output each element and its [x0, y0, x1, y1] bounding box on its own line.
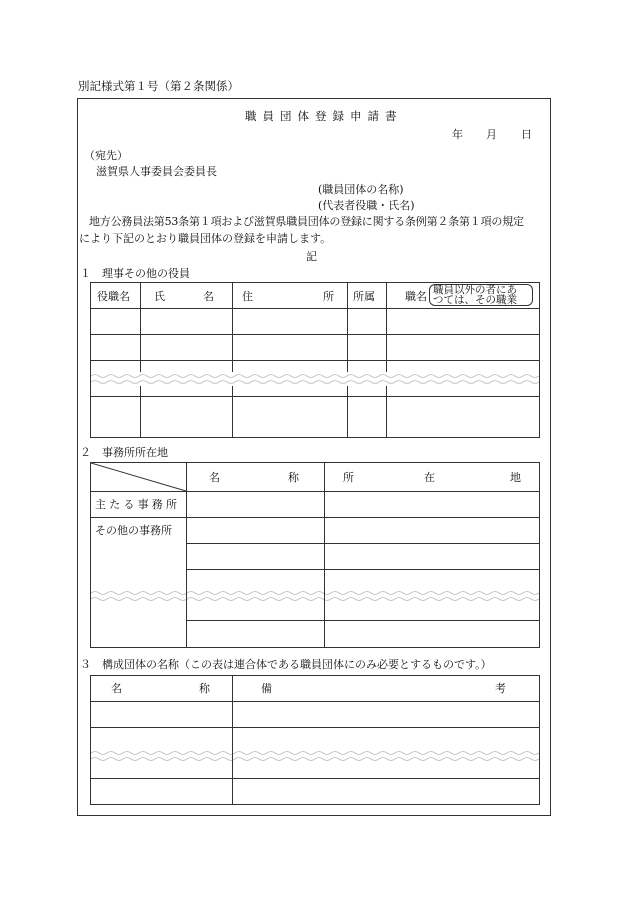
diagonal-line [91, 463, 187, 492]
table-break [91, 749, 539, 763]
representative-label: (代表者役職・氏名) [318, 199, 415, 212]
date-year: 年 [452, 128, 463, 141]
header-affiliation: 所属 [353, 290, 375, 303]
table-break [91, 589, 539, 603]
occupation-note [429, 284, 533, 306]
header-name-1: 氏 [154, 290, 165, 303]
header-location-2: 在 [424, 471, 435, 484]
header-address-1: 住 [242, 290, 253, 303]
addressee: 滋賀県人事委員会委員長 [96, 165, 217, 178]
date-day: 日 [521, 128, 532, 141]
office-table [90, 462, 540, 648]
header-office-name-1: 名 [209, 471, 220, 484]
addressee-label: （宛先） [84, 149, 128, 162]
table-break [91, 372, 539, 386]
header-remarks-1: 備 [261, 682, 272, 695]
form-title: 職員団体登録申請書 [245, 109, 403, 123]
date-month: 月 [486, 128, 497, 141]
section3-heading: ３ 構成団体の名称（この表は連合体である職員団体にのみ必要とするものです。） [80, 658, 492, 671]
row-other-office: その他の事務所 [95, 524, 172, 537]
body-line-2: により下記のとおり職員団体の登録を申請します。 [79, 232, 332, 245]
section1-heading: １ 理事その他の役員 [80, 267, 190, 280]
header-location-1: 所 [343, 471, 354, 484]
header-role: 役職名 [97, 290, 130, 303]
header-address-2: 所 [323, 290, 334, 303]
ki-label: 記 [306, 250, 317, 263]
row-main-office: 主たる事務所 [95, 498, 181, 511]
header-office-name-2: 称 [288, 471, 299, 484]
section2-heading: ２ 事務所所在地 [80, 446, 168, 459]
header-member-name-1: 名 [111, 682, 122, 695]
header-remarks-2: 考 [495, 682, 506, 695]
officers-table [90, 282, 540, 438]
header-member-name-2: 称 [199, 682, 210, 695]
header-position: 職名 [405, 290, 427, 303]
member-org-table [90, 675, 540, 805]
header-location-3: 地 [510, 471, 521, 484]
occupation-note-line2: つては、その職業 [433, 294, 517, 306]
body-line-1: 地方公務員法第53条第１項および滋賀県職員団体の登録に関する条例第２条第１項の規定 [89, 215, 524, 228]
occupation-note-line1: 職員以外の者にあ [433, 284, 517, 296]
org-name-label: (職員団体の名称) [318, 183, 404, 196]
form-number: 別記様式第１号（第２条関係） [78, 79, 239, 93]
header-name-2: 名 [203, 290, 214, 303]
